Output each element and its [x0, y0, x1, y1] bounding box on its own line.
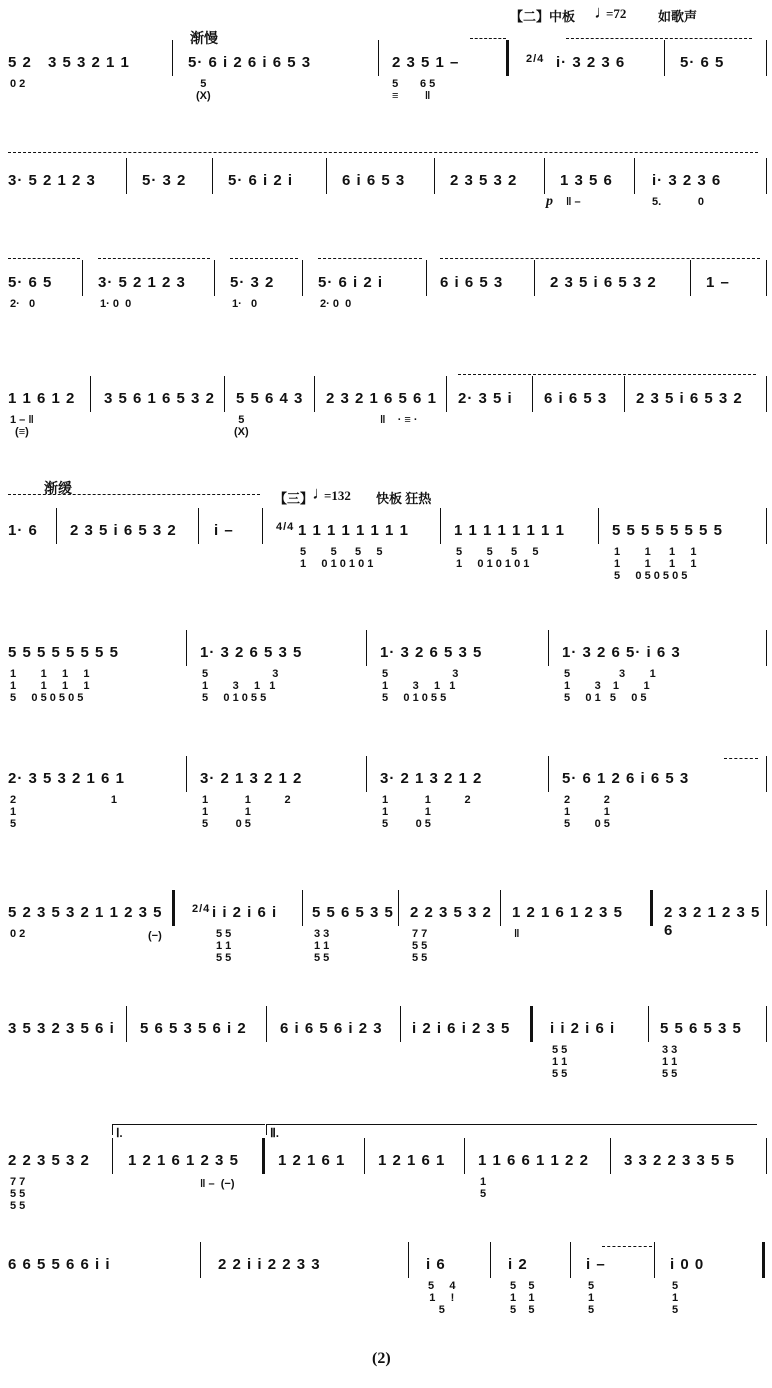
measure: 2 3 2 1 6 5 6 1 [326, 390, 437, 407]
measure: 5· 6 i 2 i [228, 172, 294, 189]
measure: 2· 3 5 i [458, 390, 513, 407]
quarter-note-icon: ♩ [312, 483, 330, 503]
accompaniment: 5 (X) [234, 414, 249, 438]
measure: 1 1 6 6 1 1 2 2 [478, 1152, 589, 1169]
accompaniment: 2· 0 [10, 298, 36, 310]
measure: 6 i 6 5 6 i 2 3 [280, 1020, 383, 1037]
accompaniment: 7 7 5 5 5 5 [10, 1176, 26, 1212]
measure: 5· 6 i 2 i [318, 274, 384, 291]
volta-2-label: Ⅱ. [270, 1126, 279, 1140]
dynamic-piano: p [546, 194, 553, 209]
barline [532, 376, 533, 412]
accompaniment: ‖ – (−) [200, 1178, 235, 1190]
barline [212, 158, 213, 194]
measure: i· 3 2 3 6 [556, 54, 626, 71]
measure: 3· 2 1 3 2 1 2 [380, 770, 483, 787]
staff-system-1 [0, 53, 772, 102]
section-3-tempo: =132 [324, 488, 351, 503]
trill-line [318, 258, 422, 259]
barline [548, 756, 549, 792]
barline [126, 1006, 127, 1042]
barline [440, 508, 441, 544]
measure: 6 i 6 5 3 [342, 172, 406, 189]
measure: 5· 6 1 2 6 i 6 5 3 [562, 770, 690, 787]
barline [766, 508, 767, 544]
barline [766, 40, 767, 76]
accompaniment: 3 3 1 1 5 5 [314, 928, 330, 964]
trill-line [470, 38, 506, 39]
barline [56, 508, 57, 544]
measure: i i 2 i 6 i [550, 1020, 616, 1037]
measure: 6 i 6 5 3 [544, 390, 608, 407]
staff-system-6 [0, 644, 772, 704]
measure: 2 3 5 i 6 5 3 2 [70, 522, 177, 539]
barline [766, 630, 767, 666]
measure: 1 1 1 1 1 1 1 1 [298, 522, 409, 539]
accompaniment: ‖ · ≡ · [380, 414, 418, 426]
barline [434, 158, 435, 194]
trill-line [724, 758, 758, 759]
staff-system-3 [0, 274, 772, 310]
staff-system-7 [0, 770, 772, 830]
barline [654, 1242, 655, 1278]
measure: 2 3 5 3 2 [450, 172, 518, 189]
accompaniment: 1· 0 [232, 298, 258, 310]
accompaniment: 0 2 [10, 78, 26, 90]
accompaniment: 2 2 1 1 5 0 5 [564, 794, 610, 830]
measure: i i 2 i 6 i [212, 904, 278, 921]
measure: 5 6 5 3 5 6 i 2 [140, 1020, 247, 1037]
barline [326, 158, 327, 194]
measure: 3· 2 1 3 2 1 2 [200, 770, 303, 787]
barline [186, 756, 187, 792]
barline [314, 376, 315, 412]
measure: 5· 3 2 [230, 274, 275, 291]
measure: i 6 [426, 1256, 446, 1273]
measure: 2 3 5 1 – [392, 54, 460, 71]
accompaniment: 5 5 1 1 5 5 [216, 928, 232, 964]
barline [82, 260, 83, 296]
barline [200, 1242, 201, 1278]
repeat-barline [530, 1006, 533, 1042]
accompaniment: 2· 0 0 [320, 298, 352, 310]
barline [366, 756, 367, 792]
final-barline [762, 1242, 765, 1278]
accompaniment: 5 3 1 3 1 1 5 0 1 0 5 5 [202, 668, 279, 704]
barline [766, 376, 767, 412]
measure: 1· 3 2 6 5 3 5 [380, 644, 483, 661]
barline [500, 890, 501, 926]
measure: 3 5 6 1 6 5 3 2 [104, 390, 215, 407]
measure: 5· 6 i 2 6 i 6 5 3 [188, 54, 312, 71]
barline [172, 40, 173, 76]
barline [548, 630, 549, 666]
section-2-expression: 如歌声 [658, 9, 698, 24]
barline [378, 40, 379, 76]
trill-line [98, 258, 210, 259]
barline [302, 890, 303, 926]
quarter-note-icon: ♩ [594, 2, 612, 22]
barline [610, 1138, 611, 1174]
staff-system-8 [0, 903, 772, 964]
measure: 1· 3 2 6 5 3 5 [200, 644, 303, 661]
barline [648, 1006, 649, 1042]
barline [664, 40, 665, 76]
barline [490, 1242, 491, 1278]
barline [570, 1242, 571, 1278]
measure: 5 2 [8, 54, 32, 71]
measure: 5 5 5 5 5 5 5 5 [612, 522, 723, 539]
measure: i – [214, 522, 234, 539]
measure: 2 2 3 5 3 2 [8, 1152, 90, 1169]
barline [214, 260, 215, 296]
measure: i – [586, 1256, 606, 1273]
measure: i· 3 2 3 6 [652, 172, 722, 189]
measure: 3· 5 2 1 2 3 [8, 172, 96, 189]
staff-system-10 [0, 1152, 772, 1212]
accompaniment: 5 ≡ [392, 78, 399, 102]
barline [766, 1006, 767, 1042]
measure: i 2 i 6 i 2 3 5 [412, 1020, 511, 1037]
page-number: (2) [372, 1350, 391, 1367]
volta-2-bracket [266, 1124, 757, 1135]
barline [266, 1006, 267, 1042]
accompaniment: 1 1 2 1 1 5 0 5 [382, 794, 471, 830]
trill-line [566, 38, 752, 39]
measure: 3 5 3 2 1 1 [48, 54, 130, 71]
barline [766, 756, 767, 792]
accompaniment: 7 7 5 5 5 5 [412, 928, 428, 964]
measure: 1 2 1 6 1 [278, 1152, 346, 1169]
barline [426, 260, 427, 296]
barline [766, 1138, 767, 1174]
measure: 1 2 1 6 1 [378, 1152, 446, 1169]
measure: i 2 [508, 1256, 528, 1273]
time-signature: 4/4 [276, 521, 295, 533]
barline [534, 260, 535, 296]
barline [766, 260, 767, 296]
time-signature: 2/4 [192, 903, 211, 915]
measure: 2 3 5 i 6 5 3 2 [636, 390, 743, 407]
barline [90, 376, 91, 412]
trill-line [602, 1246, 652, 1247]
measure: 3· 5 2 1 2 3 [98, 274, 186, 291]
barline [464, 1138, 465, 1174]
marking-jianhuan: 渐缓 [44, 482, 72, 497]
barline [262, 508, 263, 544]
measure: 5 5 6 5 3 5 [660, 1020, 742, 1037]
volta-1-bracket [112, 1124, 265, 1135]
measure: 2· 3 5 3 2 1 6 1 [8, 770, 125, 787]
measure: 5 2 3 5 3 2 1 1 2 3 5 [8, 904, 163, 921]
accompaniment: 0 2 [10, 928, 26, 940]
barline [364, 1138, 365, 1174]
accompaniment: (−) [148, 930, 162, 942]
measure: i 0 0 [670, 1256, 705, 1273]
measure: 1 1 1 1 1 1 1 1 [454, 522, 565, 539]
section-2-label: 【二】中板 [510, 9, 576, 24]
staff-system-9 [0, 1020, 772, 1080]
barline [634, 158, 635, 194]
measure: 1· 3 2 6 5· i 6 3 [562, 644, 681, 661]
marking-jianman: 渐慢 [190, 32, 218, 47]
barline [544, 158, 545, 194]
measure: 5· 3 2 [142, 172, 187, 189]
measure: 1 2 1 6 1 2 3 5 [512, 904, 623, 921]
measure: 1 2 1 6 1 2 3 5 [128, 1152, 239, 1169]
barline [302, 260, 303, 296]
repeat-barline [172, 890, 175, 926]
measure: 3 5 3 2 3 5 6 i [8, 1020, 115, 1037]
accompaniment: 5 1 5 [672, 1280, 679, 1316]
accompaniment: ‖ – [566, 196, 581, 208]
accompaniment: 5 5 1 1 5 5 [510, 1280, 535, 1316]
accompaniment: 5 5 5 5 1 0 1 0 1 0 1 [300, 546, 383, 570]
accompaniment: 1 1 2 1 1 5 0 5 [202, 794, 291, 830]
measure: 3 3 2 2 3 3 5 5 [624, 1152, 735, 1169]
measure: 6 6 5 5 6 6 i i [8, 1256, 111, 1273]
barline [408, 1242, 409, 1278]
measure: 5 5 6 4 3 [236, 390, 304, 407]
trill-line [8, 152, 758, 153]
measure: 1 3 5 6 [560, 172, 613, 189]
accompaniment: 5 1 5 [588, 1280, 595, 1316]
measure: 1 1 6 1 2 [8, 390, 76, 407]
barline [112, 1138, 113, 1174]
accompaniment: 5 (X) [196, 78, 211, 102]
measure: 2 3 2 1 2 3 5 6 [664, 904, 761, 939]
measure: 5· 6 5 [8, 274, 53, 291]
barline [198, 508, 199, 544]
double-barline [506, 40, 509, 76]
accompaniment: 5. 0 [652, 196, 704, 208]
measure: 2 3 5 i 6 5 3 2 [550, 274, 657, 291]
trill-line [230, 258, 298, 259]
trill-line [8, 258, 80, 259]
volta-1-label: Ⅰ. [116, 1126, 123, 1140]
barline [766, 158, 767, 194]
accompaniment: 3 3 1 1 5 5 [662, 1044, 678, 1080]
staff-system-4 [0, 390, 772, 438]
section-2-tempo: =72 [606, 6, 627, 21]
measure: 5 5 6 5 3 5 [312, 904, 394, 921]
accompaniment: 5 4 1 ! 5 [428, 1280, 456, 1316]
barline [398, 890, 399, 926]
barline [224, 376, 225, 412]
accompaniment: 5 3 1 1 3 1 1 5 0 1 5 0 5 [564, 668, 656, 704]
accompaniment: 5 3 1 3 1 1 5 0 1 0 5 5 [382, 668, 459, 704]
repeat-barline [650, 890, 653, 926]
measure: 2 2 3 5 3 2 [410, 904, 492, 921]
accompaniment: 1· 0 0 [100, 298, 132, 310]
trill-line [458, 374, 756, 375]
barline [598, 508, 599, 544]
barline [446, 376, 447, 412]
barline [366, 630, 367, 666]
barline [126, 158, 127, 194]
accompaniment: ‖ [514, 928, 520, 940]
barline [186, 630, 187, 666]
measure: 6 i 6 5 3 [440, 274, 504, 291]
accompaniment: 5 5 1 1 5 5 [552, 1044, 568, 1080]
accompaniment: 5 5 5 5 1 0 1 0 1 0 1 [456, 546, 539, 570]
section-3-expression: 快板 狂热 [376, 491, 432, 506]
accompaniment: 1 – ‖ (≡) [10, 414, 34, 438]
barline [766, 890, 767, 926]
measure: 1· 6 [8, 522, 38, 539]
time-signature: 2/4 [526, 53, 545, 65]
barline [624, 376, 625, 412]
accompaniment: 2 1 1 5 [10, 794, 117, 830]
staff-system-2 [0, 172, 772, 209]
accompaniment: 1 5 [480, 1176, 487, 1200]
barline [690, 260, 691, 296]
measure: 2 2 i i 2 2 3 3 [218, 1256, 321, 1273]
measure: 5· 6 5 [680, 54, 725, 71]
staff-system-5 [0, 521, 772, 582]
barline [400, 1006, 401, 1042]
measure: 1 – [706, 274, 730, 291]
measure: 5 5 5 5 5 5 5 5 [8, 644, 119, 661]
accompaniment: 6 5 ‖ [420, 78, 436, 102]
ritardando-line [8, 494, 260, 495]
section-3-label: 【三】 [274, 491, 314, 506]
accompaniment: 1 1 1 1 1 1 1 1 5 0 5 0 5 0 5 [10, 668, 90, 704]
accompaniment: 1 1 1 1 1 1 1 1 5 0 5 0 5 0 5 [614, 546, 697, 582]
staff-system-11 [0, 1256, 772, 1316]
trill-line [440, 258, 760, 259]
repeat-barline [262, 1138, 265, 1174]
